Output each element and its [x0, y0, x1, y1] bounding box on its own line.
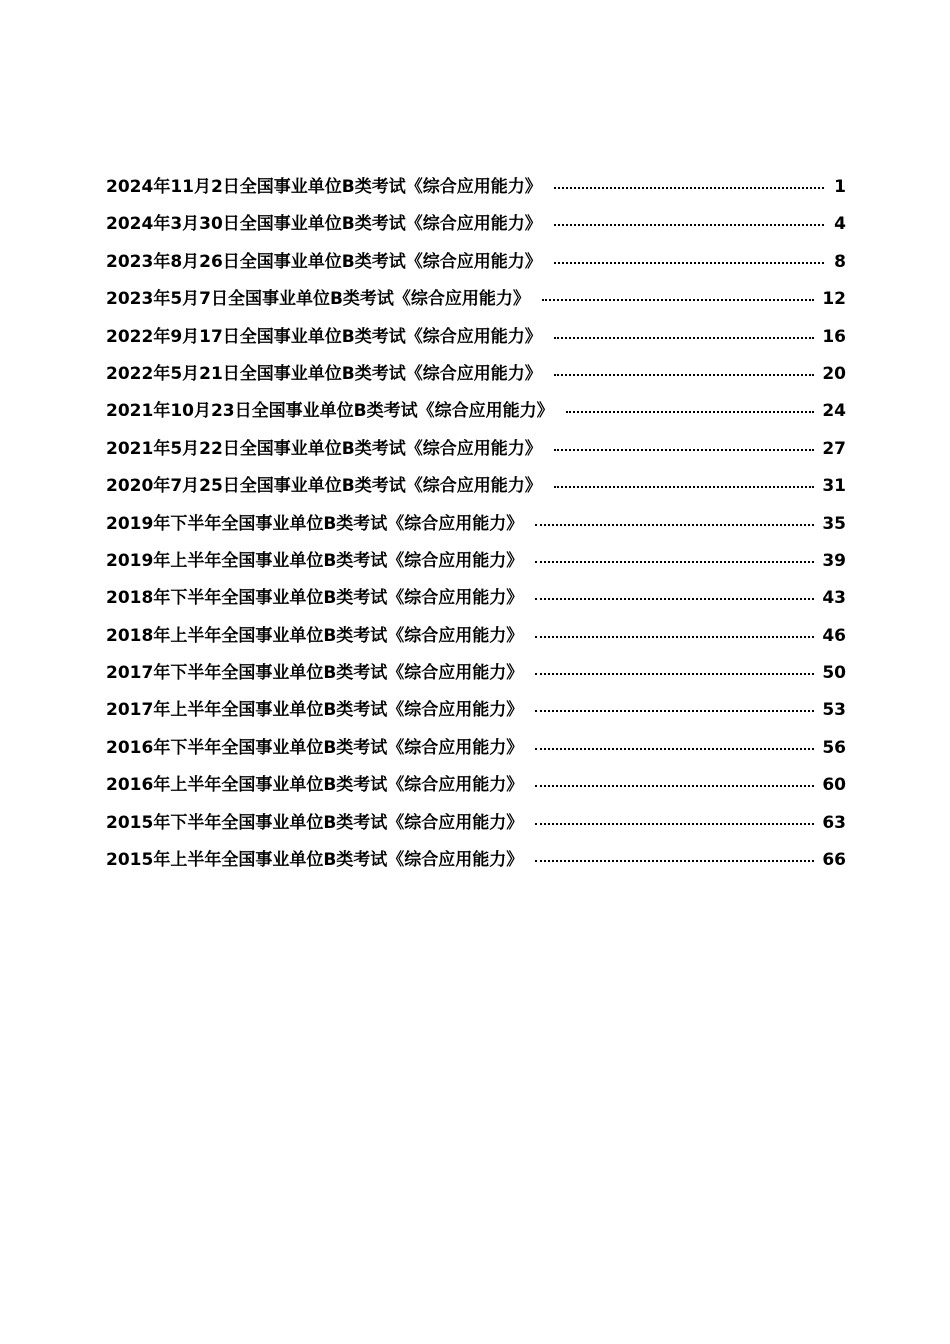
toc-entry-page: 66 [822, 850, 846, 871]
toc-entry[interactable] [106, 770, 846, 807]
toc-entry-title: 2021年10月23日全国事业单位B类考试《综合应用能力》 [106, 401, 554, 422]
toc-dot-leader [535, 748, 814, 750]
toc-entry[interactable] [106, 284, 846, 321]
toc-entry-page: 39 [822, 550, 846, 571]
toc-entry[interactable] [106, 695, 846, 732]
toc-entry-page: 50 [822, 663, 846, 684]
toc-entry[interactable] [106, 359, 846, 396]
toc-dot-leader [535, 860, 814, 862]
toc-entry-page: 63 [822, 812, 846, 833]
toc-dot-leader [535, 785, 814, 787]
toc-dot-leader [554, 187, 824, 189]
toc-dot-leader [566, 411, 815, 413]
toc-dot-leader [554, 224, 824, 226]
toc-dot-leader [535, 823, 814, 825]
toc-entry-title: 2019年下半年全国事业单位B类考试《综合应用能力》 [106, 513, 524, 534]
toc-entry-page: 60 [822, 775, 846, 796]
toc-entry-page: 35 [822, 513, 846, 534]
toc-dot-leader [535, 636, 814, 638]
toc-dot-leader [535, 673, 814, 675]
toc-entry-page: 12 [822, 289, 846, 310]
toc-entry[interactable] [106, 209, 846, 246]
toc-entry-title: 2024年3月30日全国事业单位B类考试《综合应用能力》 [106, 214, 542, 235]
toc-entry-page: 4 [834, 214, 846, 235]
toc-entry[interactable] [106, 471, 846, 508]
table-of-contents [106, 172, 846, 882]
toc-entry[interactable] [106, 621, 846, 658]
toc-entry-title: 2022年5月21日全国事业单位B类考试《综合应用能力》 [106, 363, 542, 384]
toc-entry-title: 2024年11月2日全国事业单位B类考试《综合应用能力》 [106, 177, 542, 197]
toc-entry-title: 2017年上半年全国事业单位B类考试《综合应用能力》 [106, 700, 524, 721]
toc-entry-page: 46 [822, 625, 846, 646]
toc-dot-leader [535, 710, 814, 712]
toc-entry-page: 20 [822, 363, 846, 384]
toc-dot-leader [535, 598, 814, 600]
toc-entry-page: 16 [822, 326, 846, 347]
toc-entry[interactable] [106, 434, 846, 471]
toc-entry[interactable] [106, 845, 846, 882]
toc-entry-title: 2018年下半年全国事业单位B类考试《综合应用能力》 [106, 588, 524, 609]
toc-entry[interactable] [106, 509, 846, 546]
toc-entry-title: 2023年5月7日全国事业单位B类考试《综合应用能力》 [106, 289, 530, 310]
toc-entry-title: 2016年上半年全国事业单位B类考试《综合应用能力》 [106, 775, 524, 796]
toc-entry-page: 24 [822, 401, 846, 422]
toc-entry-title: 2017年下半年全国事业单位B类考试《综合应用能力》 [106, 663, 524, 684]
toc-entry-title: 2023年8月26日全国事业单位B类考试《综合应用能力》 [106, 251, 542, 272]
toc-entry-title: 2016年下半年全国事业单位B类考试《综合应用能力》 [106, 737, 524, 758]
toc-entry-title: 2018年上半年全国事业单位B类考试《综合应用能力》 [106, 625, 524, 646]
toc-entry-page: 1 [834, 177, 846, 197]
toc-entry-page: 43 [822, 588, 846, 609]
toc-entry[interactable] [106, 322, 846, 359]
toc-entry-page: 53 [822, 700, 846, 721]
toc-entry-title: 2022年9月17日全国事业单位B类考试《综合应用能力》 [106, 326, 542, 347]
toc-dot-leader [554, 262, 824, 264]
toc-entry[interactable] [106, 546, 846, 583]
toc-entry-page: 8 [834, 251, 846, 272]
toc-entry-title: 2015年下半年全国事业单位B类考试《综合应用能力》 [106, 812, 524, 833]
toc-entry-title: 2021年5月22日全国事业单位B类考试《综合应用能力》 [106, 438, 542, 459]
toc-entry-title: 2015年上半年全国事业单位B类考试《综合应用能力》 [106, 850, 524, 871]
toc-entry[interactable] [106, 172, 846, 209]
toc-dot-leader [542, 299, 814, 301]
toc-entry[interactable] [106, 808, 846, 845]
toc-dot-leader [535, 524, 814, 526]
toc-entry[interactable] [106, 658, 846, 695]
toc-dot-leader [554, 486, 815, 488]
toc-dot-leader [554, 337, 815, 339]
toc-entry[interactable] [106, 733, 846, 770]
toc-entry-page: 56 [822, 737, 846, 758]
toc-entry[interactable] [106, 583, 846, 620]
toc-dot-leader [554, 374, 815, 376]
toc-entry[interactable] [106, 396, 846, 433]
toc-dot-leader [554, 449, 815, 451]
toc-dot-leader [535, 561, 814, 563]
toc-entry-page: 31 [822, 476, 846, 497]
toc-entry-title: 2020年7月25日全国事业单位B类考试《综合应用能力》 [106, 476, 542, 497]
toc-entry-page: 27 [822, 438, 846, 459]
toc-entry-title: 2019年上半年全国事业单位B类考试《综合应用能力》 [106, 550, 524, 571]
toc-entry[interactable] [106, 247, 846, 284]
